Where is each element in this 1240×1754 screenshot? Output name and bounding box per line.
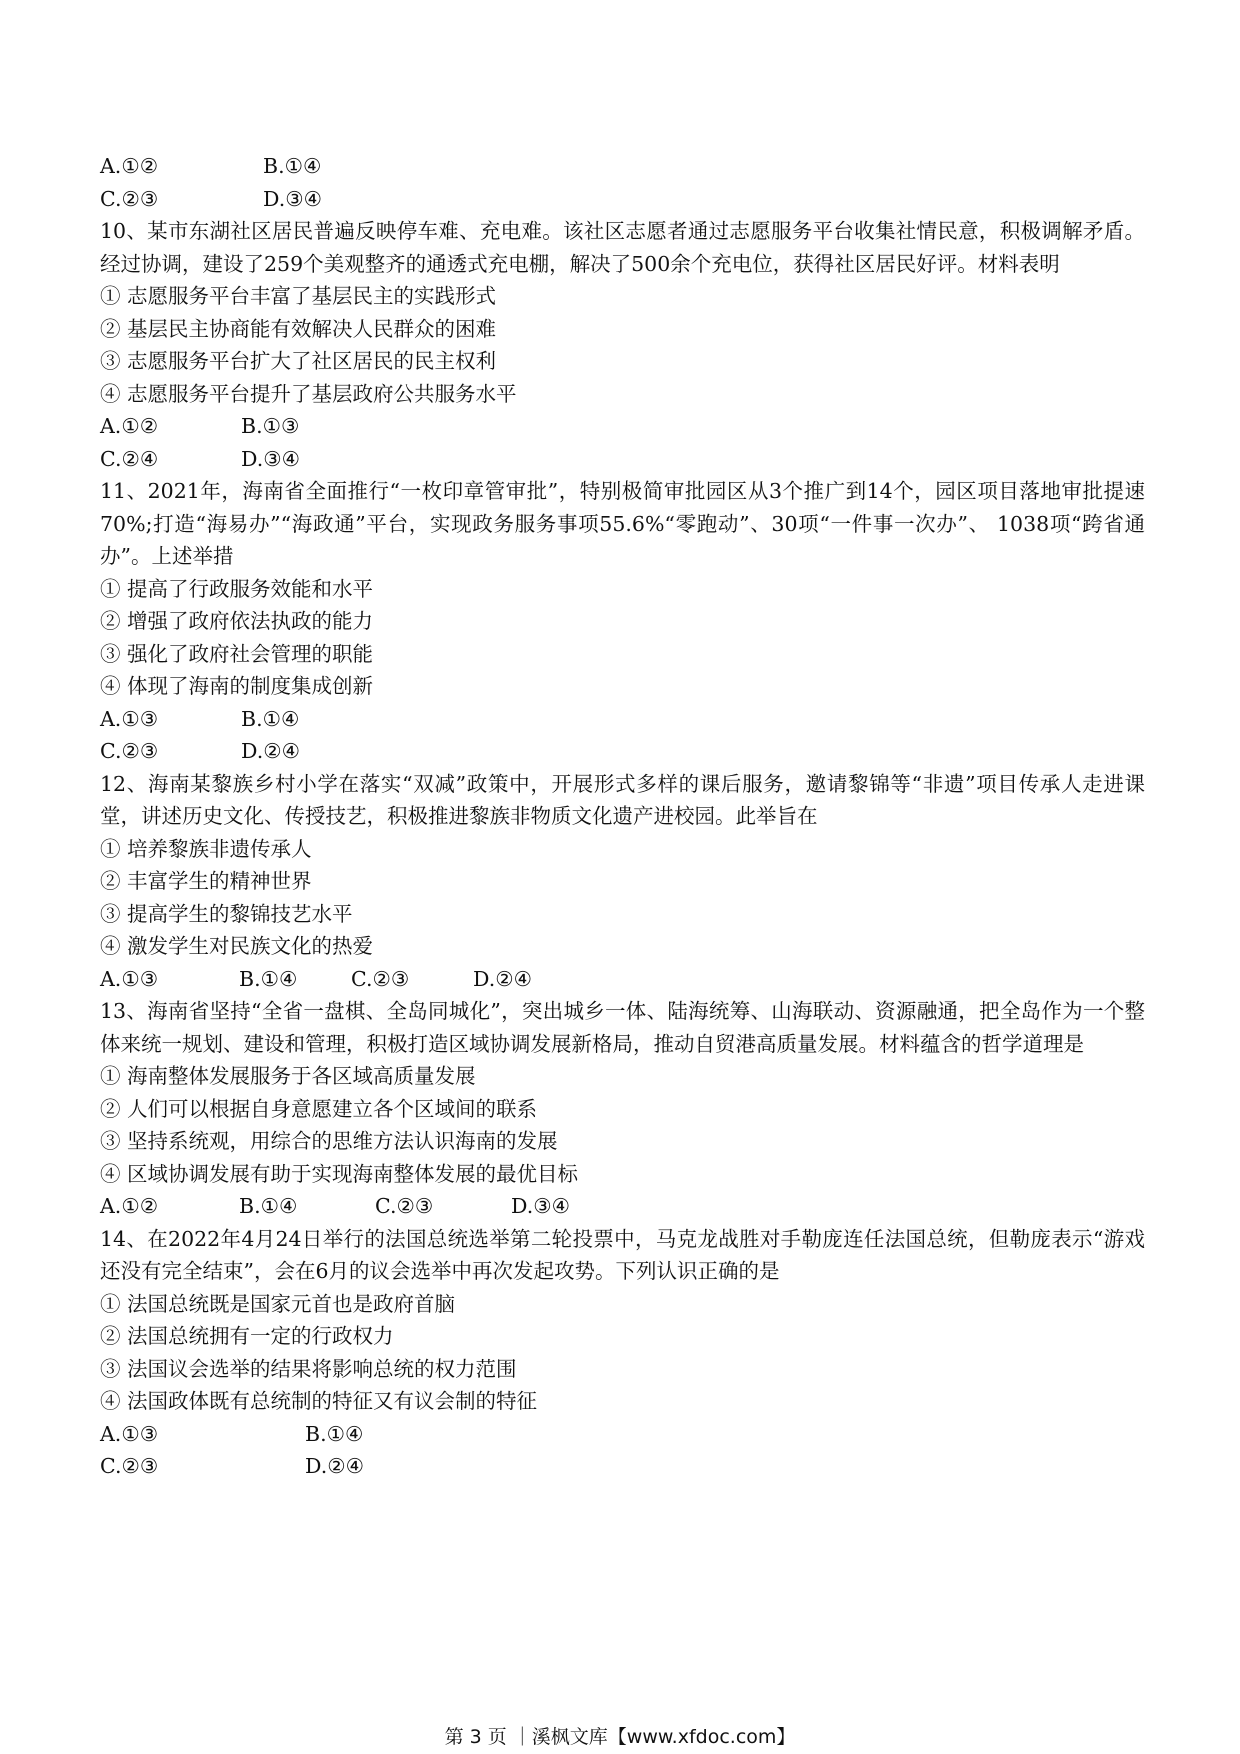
q13-option-d: D.③④ (511, 1194, 570, 1218)
q11-option-a: A.①③ (100, 706, 159, 731)
q10-item-1: ① 志愿服务平台丰富了基层民主的实践形式 (100, 284, 497, 308)
q10-options-row-1 (100, 410, 1145, 443)
q10-item-3: ③ 志愿服务平台扩大了社区居民的民主权利 (100, 349, 497, 373)
q12-options-row (100, 963, 1145, 996)
q12-item-2: ② 丰富学生的精神世界 (100, 869, 312, 893)
q9-option-c: C.②③ (100, 186, 159, 211)
q13-option-c: C.②③ (375, 1194, 434, 1218)
q14-item-2: ② 法国总统拥有一定的行政权力 (100, 1324, 394, 1348)
q14-item-1: ① 法国总统既是国家元首也是政府首脑 (100, 1291, 456, 1316)
q12-option-c: C.②③ (351, 966, 410, 991)
q10-item-4: ④ 志愿服务平台提升了基层政府公共服务水平 (100, 381, 517, 406)
q14-options-row-2 (100, 1450, 1145, 1483)
q12-option-a: A.①③ (100, 966, 159, 991)
q11-options-row-1 (100, 703, 1145, 736)
q14-item-4: ④ 法国政体既有总统制的特征又有议会制的特征 (100, 1389, 538, 1413)
q12-option-b: B.①④ (239, 966, 298, 991)
q14-option-a: A.①③ (100, 1421, 159, 1446)
q14-options-row-1 (100, 1418, 1145, 1451)
q14-option-d: D.②④ (305, 1454, 364, 1478)
q11-options-row-2 (100, 735, 1145, 768)
q11-option-b: B.①④ (241, 706, 300, 731)
q10-option-c: C.②④ (100, 446, 159, 471)
q13-item-4: ④ 区域协调发展有助于实现海南整体发展的最优目标 (100, 1161, 579, 1186)
q11-stem: 11、2021年，海南省全面推行“一枚印章管审批”，特别极简审批园区从3个推广到14个，园区项目落地审批提速70%;打造“海易办”“海政通”平台，实现政务服务事项55.6%“零跑动”、30项“一件事一次办”、 1038项“跨省通办”。上述举措 (100, 479, 1145, 568)
q10-option-d: D.③④ (241, 446, 300, 471)
q11-option-c: C.②③ (100, 739, 159, 763)
page-footer: 第 3 页 ｜溪枫文库【www.xfdoc.com】 (444, 1726, 796, 1748)
q13-stem: 13、海南省坚持“全省一盘棋、全岛同城化”，突出城乡一体、陆海统筹、山海联动、资源融通，把全岛作为一个整体来统一规划、建设和管理，积极打造区域协调发展新格局，推动自贸港高质量发展。材料蕴含的哲学道理是 (100, 999, 1145, 1056)
q9-options-row-1 (100, 150, 1145, 183)
q10-item-2: ② 基层民主协商能有效解决人民群众的困难 (100, 316, 497, 341)
q14-option-c: C.②③ (100, 1454, 159, 1478)
q12-option-d: D.②④ (473, 966, 532, 991)
q9-option-d: D.③④ (263, 186, 322, 211)
q13-options-row (100, 1190, 1145, 1223)
q13-option-b: B.①④ (239, 1194, 298, 1218)
q10-option-b: B.①③ (241, 414, 300, 438)
q11-option-d: D.②④ (241, 739, 300, 763)
q12-item-1: ① 培养黎族非遗传承人 (100, 836, 312, 861)
q9-options-row-2 (100, 183, 1145, 216)
q13-item-2: ② 人们可以根据自身意愿建立各个区域间的联系 (100, 1096, 538, 1121)
q12-item-4: ④ 激发学生对民族文化的热爱 (100, 934, 374, 958)
q12-stem: 12、海南某黎族乡村小学在落实“双减”政策中，开展形式多样的课后服务，邀请黎锦等“非遗”项目传承人走进课堂，讲述历史文化、传授技艺，积极推进黎族非物质文化遗产进校园。此举旨在 (100, 771, 1145, 828)
document-body (100, 150, 1145, 1483)
q10-stem: 10、某市东湖社区居民普遍反映停车难、充电难。该社区志愿者通过志愿服务平台收集社情民意，积极调解矛盾。经过协调，建设了259个美观整齐的通透式充电棚，解决了500余个充电位，获得社区居民好评。材料表明 (100, 219, 1145, 276)
q14-stem: 14、在2022年4月24日举行的法国总统选举第二轮投票中，马克龙战胜对手勒庞连任法国总统，但勒庞表示“游戏还没有完全结束”，会在6月的议会选举中再次发起攻势。下列认识正确的是 (100, 1226, 1145, 1283)
q10-option-a: A.①② (100, 414, 159, 438)
q9-option-b: B.①④ (263, 154, 322, 178)
q11-item-1: ① 提高了行政服务效能和水平 (100, 576, 374, 601)
q11-item-2: ② 增强了政府依法执政的能力 (100, 609, 374, 633)
q12-item-3: ③ 提高学生的黎锦技艺水平 (100, 901, 353, 926)
q14-option-b: B.①④ (305, 1421, 364, 1446)
q14-item-3: ③ 法国议会选举的结果将影响总统的权力范围 (100, 1356, 517, 1381)
q9-option-a: A.①② (100, 154, 159, 178)
q13-item-3: ③ 坚持系统观，用综合的思维方法认识海南的发展 (100, 1129, 558, 1153)
q10-options-row-2 (100, 443, 1145, 476)
q11-item-4: ④ 体现了海南的制度集成创新 (100, 674, 374, 698)
q11-item-3: ③ 强化了政府社会管理的职能 (100, 641, 374, 666)
q13-item-1: ① 海南整体发展服务于各区域高质量发展 (100, 1064, 476, 1088)
q13-option-a: A.①② (100, 1194, 159, 1218)
